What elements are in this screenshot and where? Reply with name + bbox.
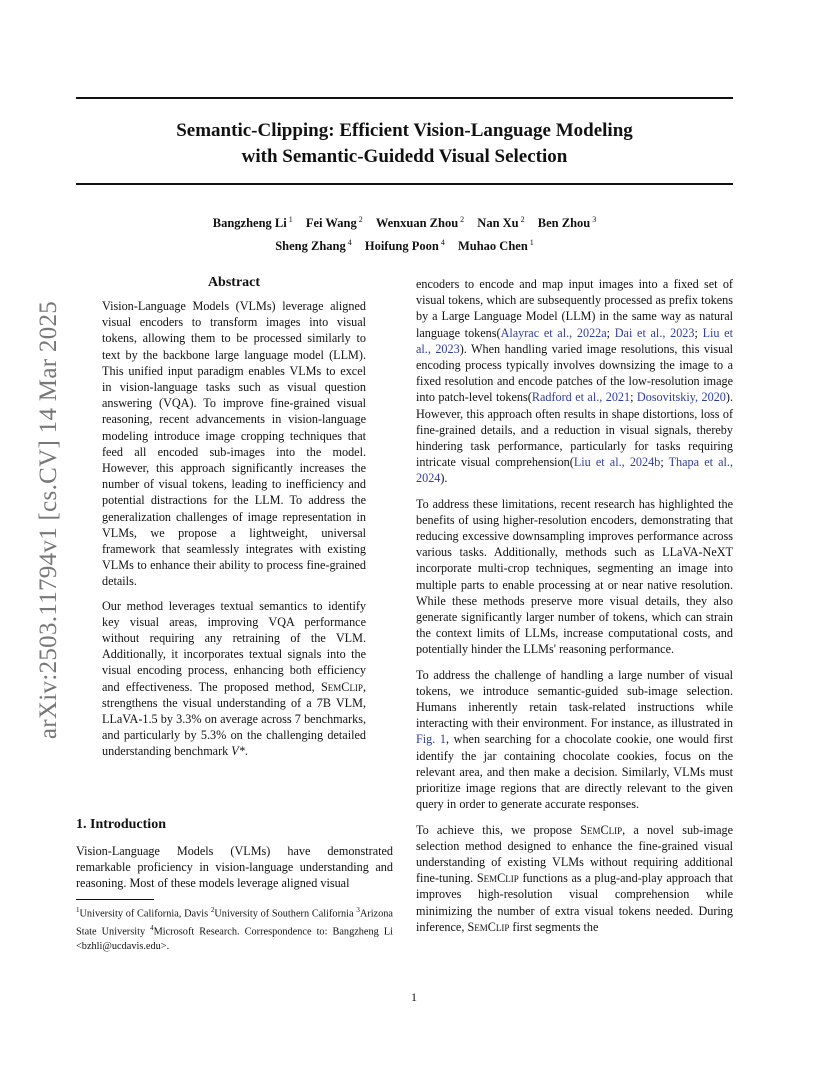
author: Sheng Zhang $^4$ — [275, 238, 352, 254]
citation-link[interactable]: Liu et al., 2023 — [416, 325, 733, 356]
citation-link[interactable]: Radford et al., 2021 — [531, 390, 631, 405]
author: Hoifung Poon $^4$ — [364, 238, 445, 254]
author: Fei Wang $^2$ — [305, 215, 363, 231]
abstract-paragraph-1: Vision-Language Models (VLMs) leverage aligned visual encoders to transform images into visual tokens, allowing them to be processed similarly to text by the backbone large language model (LLM). This unified input paradigm enables VLMs to excel in vision-language tasks such as visual question answering (VQA). To improve fine-grained visual reasoning, recent advancements in vision-language modeling introduce image cropping techniques that feed all encoded sub-images into the model. However, this approach significantly increases the number of visual tokens, leading to inefficiency and potential distractions for the LLM. To address the generalization challenges of image representation in VLMs, we propose a lightweight, universal framework that seamlessly integrates with existing VLMs to enhance their ability to process fine-grained details. — [102, 299, 366, 589]
vstar-benchmark: V* — [231, 744, 245, 759]
body-paragraph-3: To address the challenge of handling a large number of visual tokens, we introduce semantic-guided sub-image selection. Humans inherently retain task-related instructions while interacting with their environment. For instance, as illustrated in Fig. 1, when searching for a chocolate cookie, one would first identify the jar containing chocolate cookies, focus on the relevant area, and then make a decision. Similarly, VLMs must prioritize image regions that are directly relevant to the given query in order to generate accurate responses. — [416, 667, 733, 812]
method-name: SemClip — [476, 871, 519, 886]
body-paragraph-1: encoders to encode and map input images into a fixed set of visual tokens, which are subsequently processed as prefix tokens by a Large Language Model (LLM) in the same way as natural language tokens(Alayrac et al., 2022a; Dai et al., 2023; Liu et al., 2023). When handling varied image resolutions, this visual encoding process typically involves downsizing the image to a fixed resolution and encode patches of the low-resolution image into patch-level tokens(Radford et al., 2021; Dosovitskiy, 2020). However, this approach often results in shape distortions, loss of fine-grained details, and a reduction in visual signals, thereby hindering task performance, particularly for tasks requiring intricate visual comprehension(Liu et al., 2024b; Thapa et al., 2024). — [416, 277, 734, 486]
footnote-rule — [76, 899, 154, 900]
paper-title — [76, 118, 733, 170]
body-paragraph-4: To achieve this, we propose SemClip, a novel sub-image selection method designed to enhance the fine-grained visual understanding of existing VLMs without requiring additional fine-tuning. SemClip functions as a plug-and-play approach that improves high-resolution visual comprehension while minimizing the number of extra visual tokens needed. During inference, SemClip first segments the — [416, 822, 733, 934]
introduction-paragraph: Vision-Language Models (VLMs) have demonstrated remarkable proficiency in vision-language understanding and reasoning. Most of these models leverage aligned visual — [76, 844, 393, 891]
author: Ben Zhou $^3$ — [537, 215, 597, 231]
abstract-section — [102, 274, 366, 768]
author: Bangzheng Li $^1$ — [212, 215, 293, 231]
figure-reference-link[interactable]: Fig. 1 — [416, 732, 446, 747]
author-row-1 — [76, 210, 733, 233]
title-line-2: with Semantic-Guidedd Visual Selection — [241, 146, 568, 167]
citation-link[interactable]: Dai et al., 2023 — [614, 325, 695, 340]
citation-link[interactable]: Dosovitskiy, 2020 — [636, 390, 726, 405]
author-row-2 — [76, 233, 733, 256]
author: Nan Xu $^2$ — [477, 215, 525, 231]
top-rule — [76, 97, 733, 99]
citation-link[interactable]: Thapa et al., 2024 — [416, 455, 734, 486]
page-number: 1 — [411, 990, 417, 1004]
introduction-heading: 1. Introduction — [76, 817, 166, 832]
abstract-heading: Abstract — [207, 275, 261, 290]
citation-link[interactable]: Alayrac et al., 2022a — [500, 325, 607, 340]
body-paragraph-2: To address these limitations, recent research has highlighted the benefits of using higher-resolution encoders, demonstrating that reducing excessive downsampling improves performance across various tasks. Additionally, methods such as LLaVA-NeXT incorporate multi-crop techniques, segmenting an image into multiple parts to enable processing at or near native resolution. While these methods preserve more visual details, they also generate significantly larger number of tokens, which can strain the context limits of LLMs, increase computational costs, and potentially hinder the LLMs' reasoning performance. — [416, 496, 733, 657]
method-name: SemClip — [580, 822, 623, 837]
author-list — [76, 210, 733, 256]
title-line-1: Semantic-Clipping: Efficient Vision-Language Modeling — [176, 120, 633, 141]
introduction-section — [76, 816, 393, 900]
author: Muhao Chen $^1$ — [457, 238, 534, 254]
affiliation-footnote: $^1$University of California, Davis $^2$University of Southern California $^3$Arizona State University $^4$Microsoft Research. Correspondence to: Bangzheng Li <bzhli@ucdavis.edu>. — [76, 906, 393, 952]
method-name: SemClip — [467, 919, 510, 934]
arxiv-stamp: arXiv:2503.11794v1 [cs.CV] 14 Mar 2025 — [35, 300, 62, 740]
abstract-paragraph-2: Our method leverages textual semantics to identify key visual areas, improving VQA performance without requiring any retraining of the VLM. Additionally, it incorporates textual signals into the visual encoding process, enhancing both efficiency and effectiveness. The proposed method, SemClip, strengthens the visual understanding of a 7B VLM, LLaVA-1.5 by 3.3% on average across 7 benchmarks, and particularly by 5.3% on the challenging detailed understanding benchmark V*. — [102, 598, 366, 759]
citation-link[interactable]: Liu et al., 2024b — [573, 455, 661, 470]
author: Wenxuan Zhou $^2$ — [375, 215, 465, 231]
right-column — [416, 276, 733, 944]
method-name: SemClip — [321, 679, 363, 694]
title-bottom-rule — [76, 183, 733, 185]
